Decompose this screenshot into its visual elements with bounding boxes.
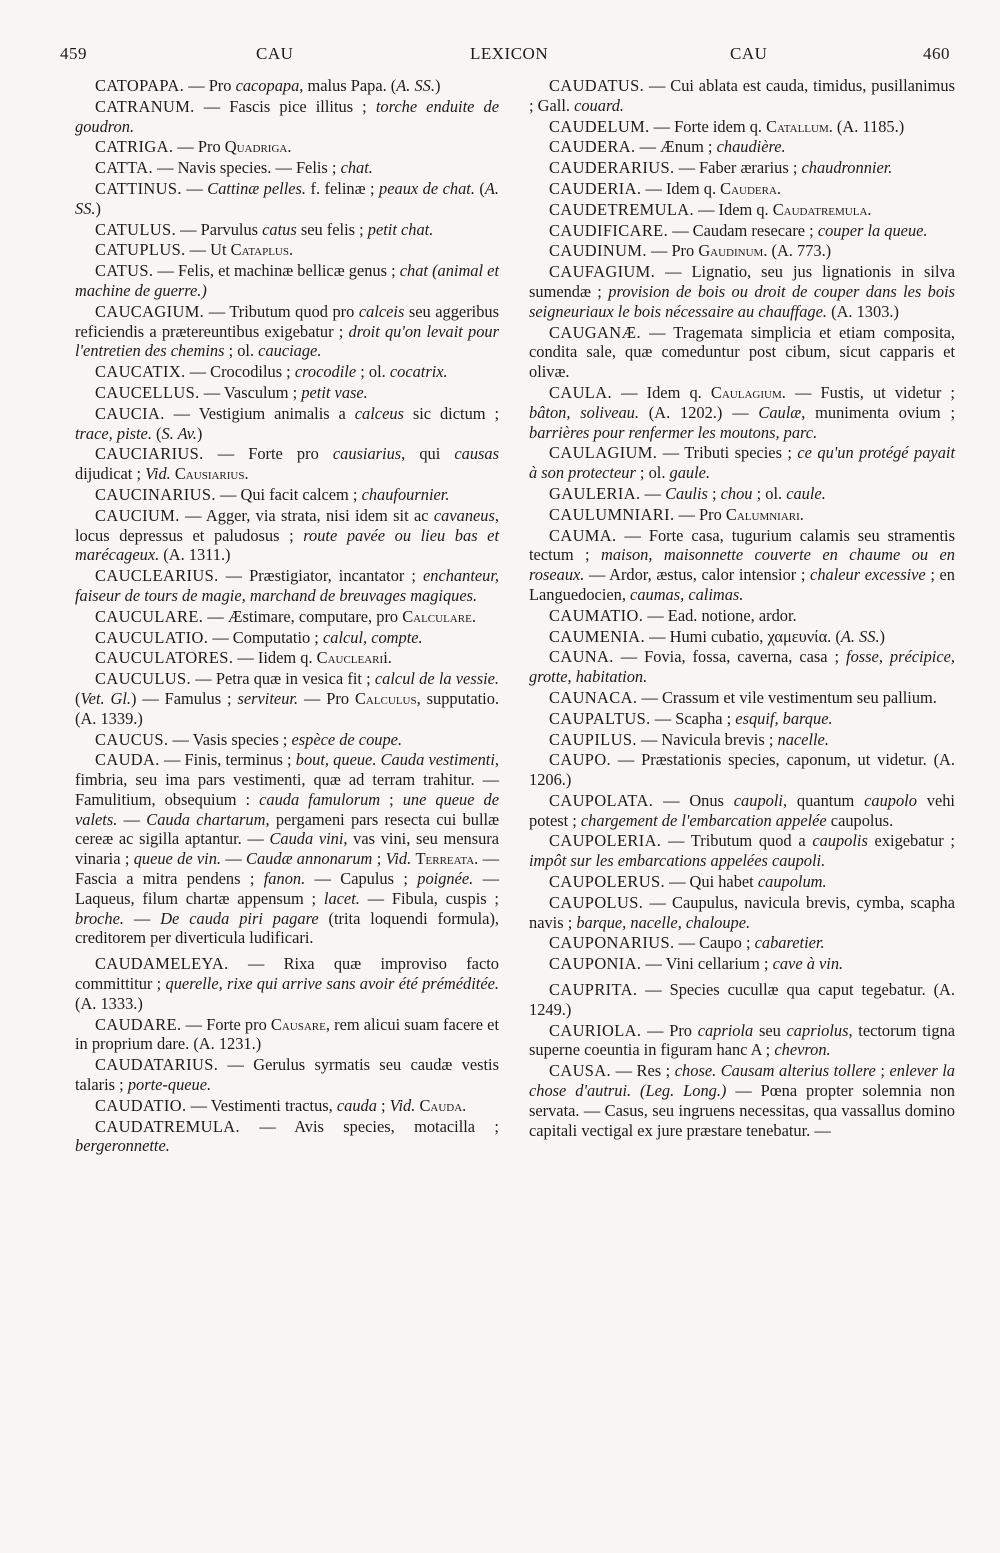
dictionary-entry — [75, 1015, 499, 1055]
dictionary-entry — [75, 240, 499, 260]
entry-headword: CAUPOLATA. — [549, 790, 654, 810]
entry-headword: CAUMENIA. — [549, 626, 646, 646]
entry-definition: — Tributum quod pro calceis seu aggeribus reficiendis a prætereuntibus exigebatur ; droit qu'on levait pour l'entretien des chemins ; ol. cauciage. — [75, 301, 499, 361]
entry-definition: — Iidem q. Cauclearii. — [233, 648, 392, 668]
dictionary-entry — [529, 221, 955, 241]
entry-headword: CAUDERA. — [549, 137, 636, 157]
entry-headword: CAULUMNIARI. — [549, 504, 675, 524]
entry-definition: — Scapha ; esquif, barque. — [650, 708, 833, 728]
dictionary-entry — [529, 872, 955, 892]
dictionary-entry — [529, 323, 955, 382]
entry-definition: — Idem q. Caudera. — [641, 178, 782, 198]
entry-headword: CATUPLUS. — [95, 240, 186, 260]
dictionary-entry — [75, 566, 499, 606]
entry-headword: CAUPOLERUS. — [549, 872, 665, 892]
entry-headword: CAUDATIO. — [95, 1095, 187, 1115]
dictionary-entry — [75, 137, 499, 157]
entry-definition: — Forte casa, tugurium calamis seu stramentis tectum ; maison, maisonnette couverte en chaume ou en roseaux. — Ardor, æstus, calor intensior ; chaleur excessive ; en Languedocien, caumas, calimas. — [529, 525, 955, 604]
dictionary-entry — [529, 179, 955, 199]
entry-definition: — Agger, via strata, nisi idem sit ac cavaneus, locus depressus et paludosus ; route pavée ou lieu bas et marécageux. (A. 1311.) — [75, 505, 499, 565]
dictionary-entry — [529, 200, 955, 220]
entry-definition: — Caupulus, navicula brevis, cymba, scapha navis ; barque, nacelle, chaloupe. — [529, 892, 955, 932]
entry-definition: — Petra quæ in vesica fit ; calcul de la vessie. (Vet. Gl.) — Famulus ; serviteur. — Pro Calculus, supputatio. (A. 1339.) — [75, 669, 500, 728]
entry-headword: CAUSA. — [549, 1061, 612, 1081]
entry-definition: — Pro Quadriga. — [173, 137, 292, 157]
entry-definition: — Tributi species ; ce qu'un protégé payait à son protecteur ; ol. gaule. — [529, 443, 955, 483]
entry-definition: — Æstimare, computare, pro Calculare. — [203, 606, 476, 626]
entry-headword: CAUCAGIUM. — [95, 301, 205, 321]
entry-headword: CAULAGIUM. — [549, 443, 658, 463]
dictionary-entry — [529, 1021, 955, 1061]
entry-definition: — Navicula brevis ; nacelle. — [636, 729, 829, 749]
entry-definition: — Felis, et machinæ bellicæ genus ; chat (animal et machine de guerre.) — [75, 261, 499, 300]
entry-headword: CATRANUM. — [95, 96, 195, 116]
dictionary-entry — [75, 730, 499, 750]
dictionary-entry — [529, 954, 955, 974]
entry-headword: CATRIGA. — [95, 137, 174, 157]
dictionary-entry — [75, 1055, 499, 1095]
dictionary-entry — [529, 980, 955, 1020]
left-running-headword: CAU — [256, 44, 294, 63]
entry-headword: CAUNACA. — [549, 687, 638, 707]
entry-headword: CAUCLEARIUS. — [95, 566, 219, 586]
entry-headword: CAUCULATIO. — [95, 627, 209, 647]
entry-definition: — Ut Cataplus. — [185, 240, 294, 260]
entry-headword: CAUPALTUS. — [549, 708, 651, 728]
dictionary-entry — [75, 628, 499, 648]
entry-definition: — Res ; chose. Causam alterius tollere ; enlever la chose d'autrui. (Leg. Long.) — Pœna propter solemnia non servata. — Casus, seu ingruens necessitas, qua vassallus domino capitali vectigal ex jure præstare tenebatur. — — [529, 1061, 956, 1140]
entry-definition: — Vasculum ; petit vase. — [199, 382, 368, 402]
entry-headword: CAUDETREMULA. — [549, 199, 694, 219]
entry-definition: — Præstigiator, incantator ; enchanteur, faiseur de tours de magie, marchand de breuvages magiques. — [75, 566, 499, 605]
dictionary-entry — [75, 506, 499, 565]
entry-definition: — Tragemata simplicia et etiam composita, condita sale, quæ comeduntur post cibum, sicut capparis et olivæ. — [529, 322, 955, 382]
entry-definition: — Fascis pice illitus ; torche enduite de goudron. — [75, 96, 499, 136]
entry-definition: — Crocodilus ; crocodile ; ol. cocatrix. — [185, 362, 448, 382]
dictionary-entry — [75, 362, 499, 382]
entry-definition: — Computatio ; calcul, compte. — [208, 627, 423, 647]
entry-definition: — Qui habet caupolum. — [664, 872, 827, 892]
entry-definition: — Pro cacopapa, malus Papa. (A. SS.) — [184, 76, 441, 95]
right-running-headword: CAU — [730, 44, 768, 63]
dictionary-entry — [75, 1096, 499, 1116]
entry-definition: — Caudam resecare ; couper la queue. — [668, 220, 928, 240]
dictionary-entry — [529, 627, 955, 647]
entry-definition: — Humi cubatio, χαμευνία. (A. SS.) — [645, 626, 886, 646]
dictionary-entry — [75, 302, 499, 361]
entry-definition: — Navis species. — Felis ; chat. — [153, 158, 373, 178]
dictionary-entry — [529, 893, 955, 933]
entry-definition: — Cui ablata est cauda, timidus, pusillanimus ; Gall. couard. — [529, 76, 955, 115]
entry-definition: — Caulis ; chou ; ol. caule. — [640, 483, 826, 503]
entry-headword: CAUCATIX. — [95, 362, 186, 382]
dictionary-entry — [75, 97, 499, 137]
entry-definition: — Gerulus syrmatis seu caudæ vestis talaris ; porte-queue. — [75, 1055, 499, 1095]
entry-definition: — Idem q. Caudatremula. — [693, 199, 872, 219]
dictionary-entry — [529, 831, 955, 871]
left-page-number: 459 — [60, 44, 87, 63]
entry-headword: CAUCIARIUS. — [95, 444, 204, 464]
entry-headword: CAURIOLA. — [549, 1020, 642, 1040]
dictionary-entry — [75, 404, 499, 444]
dictionary-entry — [529, 158, 955, 178]
entry-headword: CAUPOLUS. — [549, 892, 644, 912]
entry-headword: CAUDINUM. — [549, 241, 647, 261]
entry-headword: CAUNA. — [549, 647, 614, 667]
entry-definition: — Præstationis species, caponum, ut videtur. (A. 1206.) — [529, 750, 955, 790]
entry-definition: — Ænum ; chaudière. — [635, 137, 786, 157]
dictionary-entry — [75, 444, 499, 484]
dictionary-entry — [529, 262, 955, 321]
entry-headword: CAUDATARIUS. — [95, 1055, 219, 1075]
entry-headword: CAUFAGIUM. — [549, 262, 656, 282]
entry-definition: — Avis species, motacilla ; bergeronnette. — [75, 1116, 499, 1156]
dictionary-entry — [75, 1117, 499, 1157]
entry-headword: CATOPAPA. — [95, 76, 185, 95]
dictionary-entry — [75, 648, 499, 668]
dictionary-entry — [529, 933, 955, 953]
entry-definition: — Idem q. Caulagium. — Fustis, ut videtur ; bâton, soliveau. (A. 1202.) — Caulæ, munimenta ovium ; barrières pour renfermer les moutons, parc. — [529, 382, 955, 442]
entry-headword: CAUDELUM. — [549, 116, 650, 136]
dictionary-entry — [529, 76, 955, 116]
entry-definition: — Pro Calumniari. — [674, 504, 804, 524]
dictionary-entry — [75, 607, 499, 627]
entry-headword: CATULUS. — [95, 219, 177, 239]
entry-headword: CAUCULUS. — [95, 669, 192, 689]
dictionary-entry — [75, 158, 499, 178]
dictionary-entry — [75, 179, 499, 219]
entry-headword: CAUPILUS. — [549, 729, 637, 749]
entry-headword: CAUCULATORES. — [95, 648, 234, 668]
dictionary-entry — [529, 647, 955, 687]
entry-headword: CAUCIUM. — [95, 505, 180, 525]
entry-headword: CAUCINARIUS. — [95, 484, 216, 504]
dictionary-entry — [75, 485, 499, 505]
entry-definition: — Vasis species ; espèce de coupe. — [168, 729, 403, 749]
entry-definition: — Pro Gaudinum. (A. 773.) — [646, 241, 832, 261]
entry-definition: — Ead. notione, ardor. — [643, 605, 797, 625]
dictionary-entry — [75, 954, 499, 1013]
entry-definition: — Forte pro causiarius, qui causas dijudicat ; Vid. Causiarius. — [75, 444, 499, 484]
entry-headword: CAUDIFICARE. — [549, 220, 669, 240]
entry-definition: — Species cucullæ qua caput tegebatur. (A. 1249.) — [529, 980, 955, 1019]
entry-definition: — Cattinæ pelles. f. felinæ ; peaux de chat. (A. SS.) — [75, 178, 499, 218]
entry-headword: CAUDARE. — [95, 1014, 182, 1034]
entry-headword: CAUCULARE. — [95, 606, 204, 626]
entry-definition: — Finis, terminus ; bout, queue. Cauda vestimenti, fimbria, seu ima pars vestimenti, quæ ad terram trahitur. — Famulitium, obsequium : cauda famulorum ; une queue de valets. — Cauda chartarum, pergameni pars resecta cui bullæ cereæ ac sigilla aptantur. — Cauda vini, vas vini, seu mensura vinaria ; queue de vin. — Caudæ annonarum ; Vid. Terreata. — Fascia a mitra pendens ; fanon. — Capulus ; poignée. — Laqueus, filum chartæ appensum ; lacet. — Fibula, cuspis ; broche. — De cauda piri pagare (trita loquendi formula), creditorem per diverticula ludificari. — [75, 750, 500, 948]
entry-headword: CAUPRITA. — [549, 980, 638, 1000]
entry-headword: CAULA. — [549, 382, 612, 402]
entry-definition: — Onus caupoli, quantum caupolo vehi potest ; chargement de l'embarcation appelée caupolus. — [529, 790, 955, 830]
dictionary-entry — [75, 383, 499, 403]
dictionary-entry — [75, 669, 499, 728]
entry-headword: CAUMA. — [549, 525, 617, 545]
dictionary-entry — [529, 484, 955, 504]
dictionary-entry — [529, 730, 955, 750]
entry-headword: CAUDAMELEYA. — [95, 954, 229, 974]
entry-definition: — Caupo ; cabaretier. — [674, 933, 825, 953]
entry-definition: — Tributum quod a caupolis exigebatur ; impôt sur les embarcations appelées caupoli. — [529, 831, 955, 871]
entry-headword: CAUPONIA. — [549, 954, 642, 974]
entry-headword: CATTA. — [95, 158, 153, 178]
entry-headword: CAUDATREMULA. — [95, 1116, 240, 1136]
dictionary-entry — [75, 220, 499, 240]
entry-definition: — Crassum et vile vestimentum seu pallium. — [637, 687, 937, 707]
entry-definition: — Forte pro Causare, rem alicui suam facere et in proprium dare. (A. 1231.) — [75, 1014, 499, 1054]
dictionary-entry — [529, 688, 955, 708]
entry-headword: GAULERIA. — [549, 483, 641, 503]
entry-definition: — Vestigium animalis a calceus sic dictum ; trace, piste. (S. Av.) — [75, 403, 499, 443]
running-title: LEXICON — [470, 44, 549, 63]
entry-headword: CAUPOLERIA. — [549, 831, 662, 851]
entry-headword: CATTINUS. — [95, 178, 182, 198]
dictionary-entry — [529, 383, 955, 442]
entry-headword: CAUDERARIUS. — [549, 158, 675, 178]
entry-headword: CAUCELLUS. — [95, 382, 200, 402]
entry-definition: — Rixa quæ improviso facto committitur ; querelle, rixe qui arrive sans avoir été préméditée. (A. 1333.) — [75, 954, 499, 1013]
dictionary-entry — [75, 76, 499, 96]
dictionary-entry — [529, 505, 955, 525]
entry-headword: CAUMATIO. — [549, 605, 644, 625]
entry-headword: CAUPONARIUS. — [549, 933, 675, 953]
entry-headword: CATUS. — [95, 261, 154, 281]
dictionary-entry — [529, 526, 955, 605]
dictionary-entry — [529, 750, 955, 790]
dictionary-entry — [529, 443, 955, 483]
entry-definition: — Fovia, fossa, caverna, casa ; fosse, précipice, grotte, habitation. — [529, 647, 955, 687]
entry-headword: CAUCUS. — [95, 729, 169, 749]
entry-headword: CAUDERIA. — [549, 178, 642, 198]
dictionary-entry — [529, 606, 955, 626]
dictionary-entry — [75, 261, 499, 301]
right-column — [529, 76, 955, 1141]
left-column — [75, 76, 499, 1157]
dictionary-entry — [75, 750, 499, 948]
dictionary-entry — [529, 791, 955, 831]
entry-definition: — Qui facit calcem ; chaufournier. — [215, 484, 450, 504]
entry-headword: CAUDA. — [95, 750, 160, 770]
entry-definition: — Lignatio, seu jus lignationis in silva sumendæ ; provision de bois ou droit de couper dans les bois seigneuriaux le bois nécessaire au chauffage. (A. 1303.) — [529, 262, 956, 321]
entry-definition: — Faber ærarius ; chaudronnier. — [674, 158, 893, 178]
entry-headword: CAUGANÆ. — [549, 322, 641, 342]
entry-headword: CAUCIA. — [95, 403, 165, 423]
dictionary-entry — [529, 241, 955, 261]
dictionary-entry — [529, 1061, 955, 1140]
entry-definition: — Vini cellarium ; cave à vin. — [641, 954, 844, 974]
entry-headword: CAUDATUS. — [549, 76, 645, 95]
dictionary-entry — [529, 137, 955, 157]
dictionary-entry — [529, 709, 955, 729]
entry-definition: — Vestimenti tractus, cauda ; Vid. Cauda. — [186, 1095, 467, 1115]
entry-definition: — Pro capriola seu capriolus, tectorum tigna superne coeuntia in figuram hanc A ; chevron. — [529, 1020, 956, 1060]
dictionary-entry — [529, 117, 955, 137]
running-header — [60, 44, 950, 68]
entry-definition: — Parvulus catus seu felis ; petit chat. — [176, 219, 434, 239]
entry-definition: — Forte idem q. Catallum. (A. 1185.) — [649, 116, 905, 136]
entry-headword: CAUPO. — [549, 750, 612, 770]
right-page-number: 460 — [923, 44, 950, 63]
